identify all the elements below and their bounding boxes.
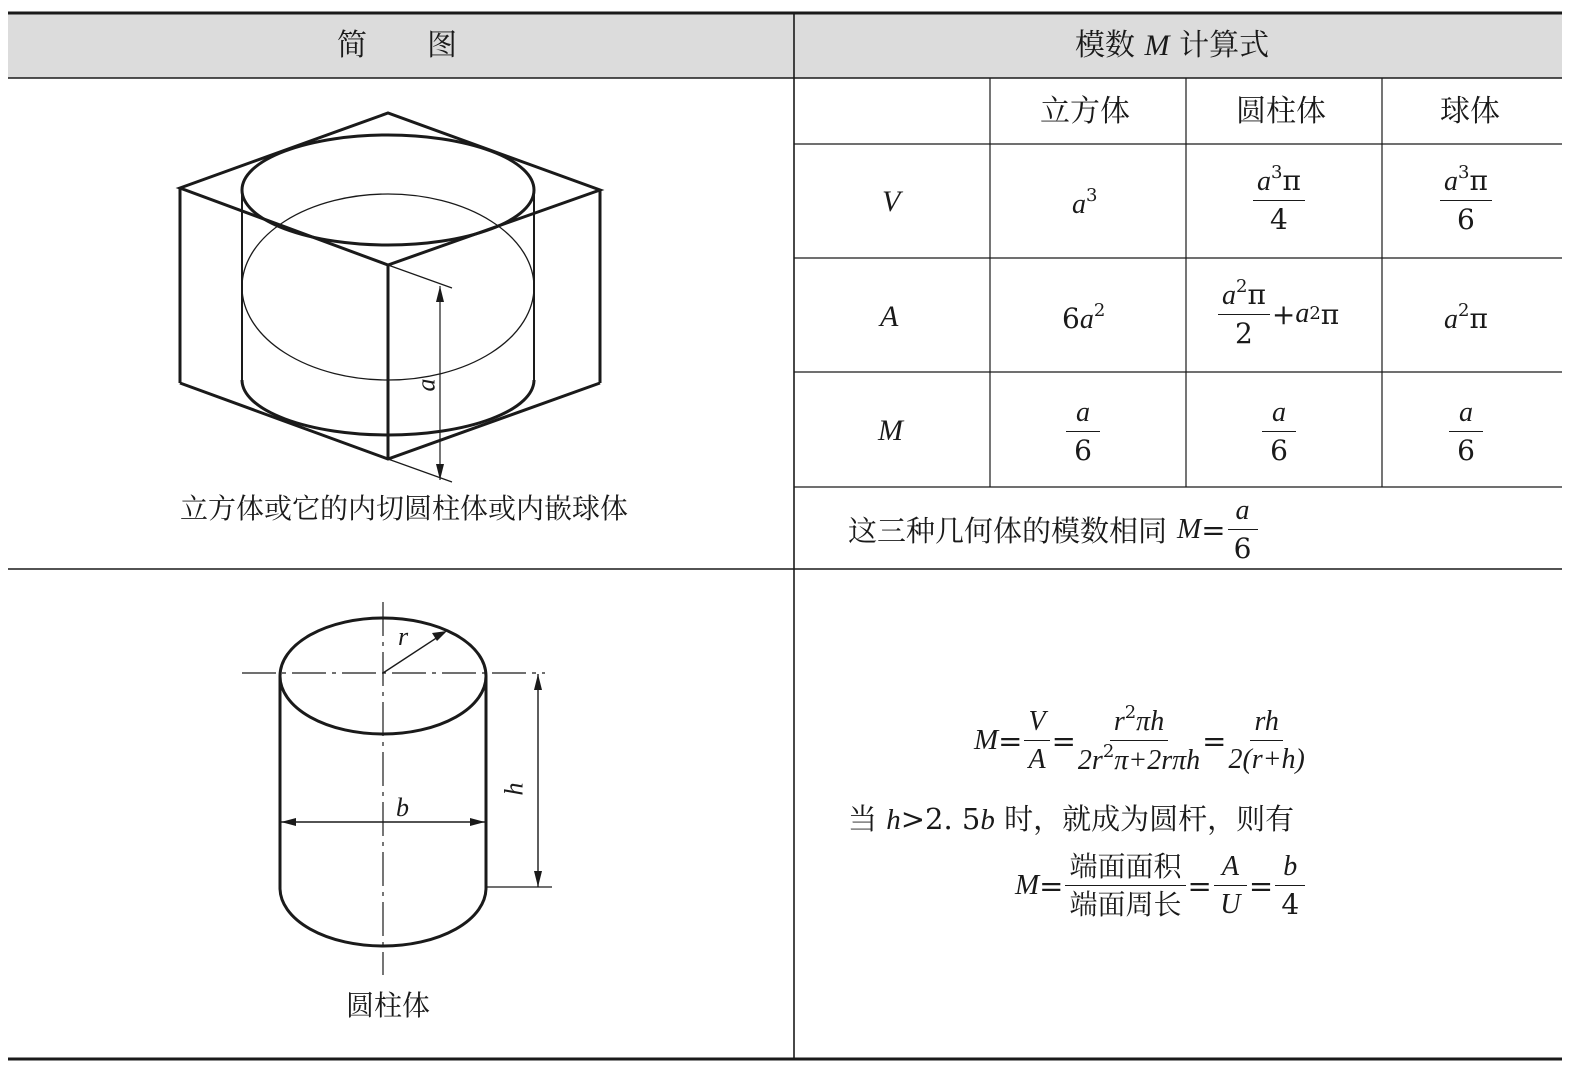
formula-modulus-cylinder: M = $\frac{V}{A}$ = $\frac{r^2\pi h}{2r^2\pi+2r\pi h}$ = $\frac{rh}{2(r+h)}$ bbox=[974, 702, 1305, 777]
conclusion-line: 这三种几何体的模数相同 M = $\frac{a}{6}$ bbox=[848, 496, 1260, 564]
dimension-label-h: h bbox=[499, 782, 529, 796]
cube-figure-caption: 立方体或它的内切圆柱体或内嵌球体 bbox=[180, 492, 629, 525]
cell-v-sphere: $\frac{a^3\pi}{6}$ bbox=[1440, 166, 1492, 235]
dimension-label-a: a bbox=[411, 378, 441, 392]
dimension-label-b: b bbox=[396, 793, 409, 822]
cell-a-sphere: $a^2\pi$ bbox=[1444, 300, 1488, 335]
formula-modulus-rod: M = $\frac{\text{端面面积}}{\text{端面周长}}$ = $\frac{A}{U}$ = $\frac{b}{4}$ bbox=[1015, 852, 1307, 920]
cell-m-cylinder: $\frac{a}{6}$ bbox=[1262, 398, 1296, 466]
cell-a-cylinder: $\frac{a^2\pi}{2}$ + a 2 π bbox=[1216, 280, 1339, 349]
row-label-a: A bbox=[880, 300, 899, 333]
col-header-cube: 立方体 bbox=[1040, 94, 1130, 129]
cell-a-cube: $6a^2$ bbox=[1062, 300, 1106, 335]
cell-m-sphere: $\frac{a}{6}$ bbox=[1449, 398, 1483, 466]
cell-v-cylinder: $\frac{a^3\pi}{4}$ bbox=[1253, 166, 1305, 235]
header-right: 模数 M 计算式 bbox=[1075, 28, 1270, 63]
rod-condition: 当 h>2. 5b 时，就成为圆杆，则有 bbox=[848, 802, 1295, 836]
cell-v-cube: $a^3$ bbox=[1072, 185, 1098, 220]
col-header-sphere: 球体 bbox=[1440, 94, 1500, 129]
dimension-label-r: r bbox=[398, 622, 409, 651]
header-left: 简 图 bbox=[337, 28, 457, 63]
row-label-v: V bbox=[882, 185, 901, 218]
row-label-m: M bbox=[878, 414, 903, 447]
cell-m-cube: $\frac{a}{6}$ bbox=[1066, 398, 1100, 466]
cylinder-figure-caption: 圆柱体 bbox=[346, 989, 431, 1022]
col-header-cylinder: 圆柱体 bbox=[1236, 94, 1326, 129]
